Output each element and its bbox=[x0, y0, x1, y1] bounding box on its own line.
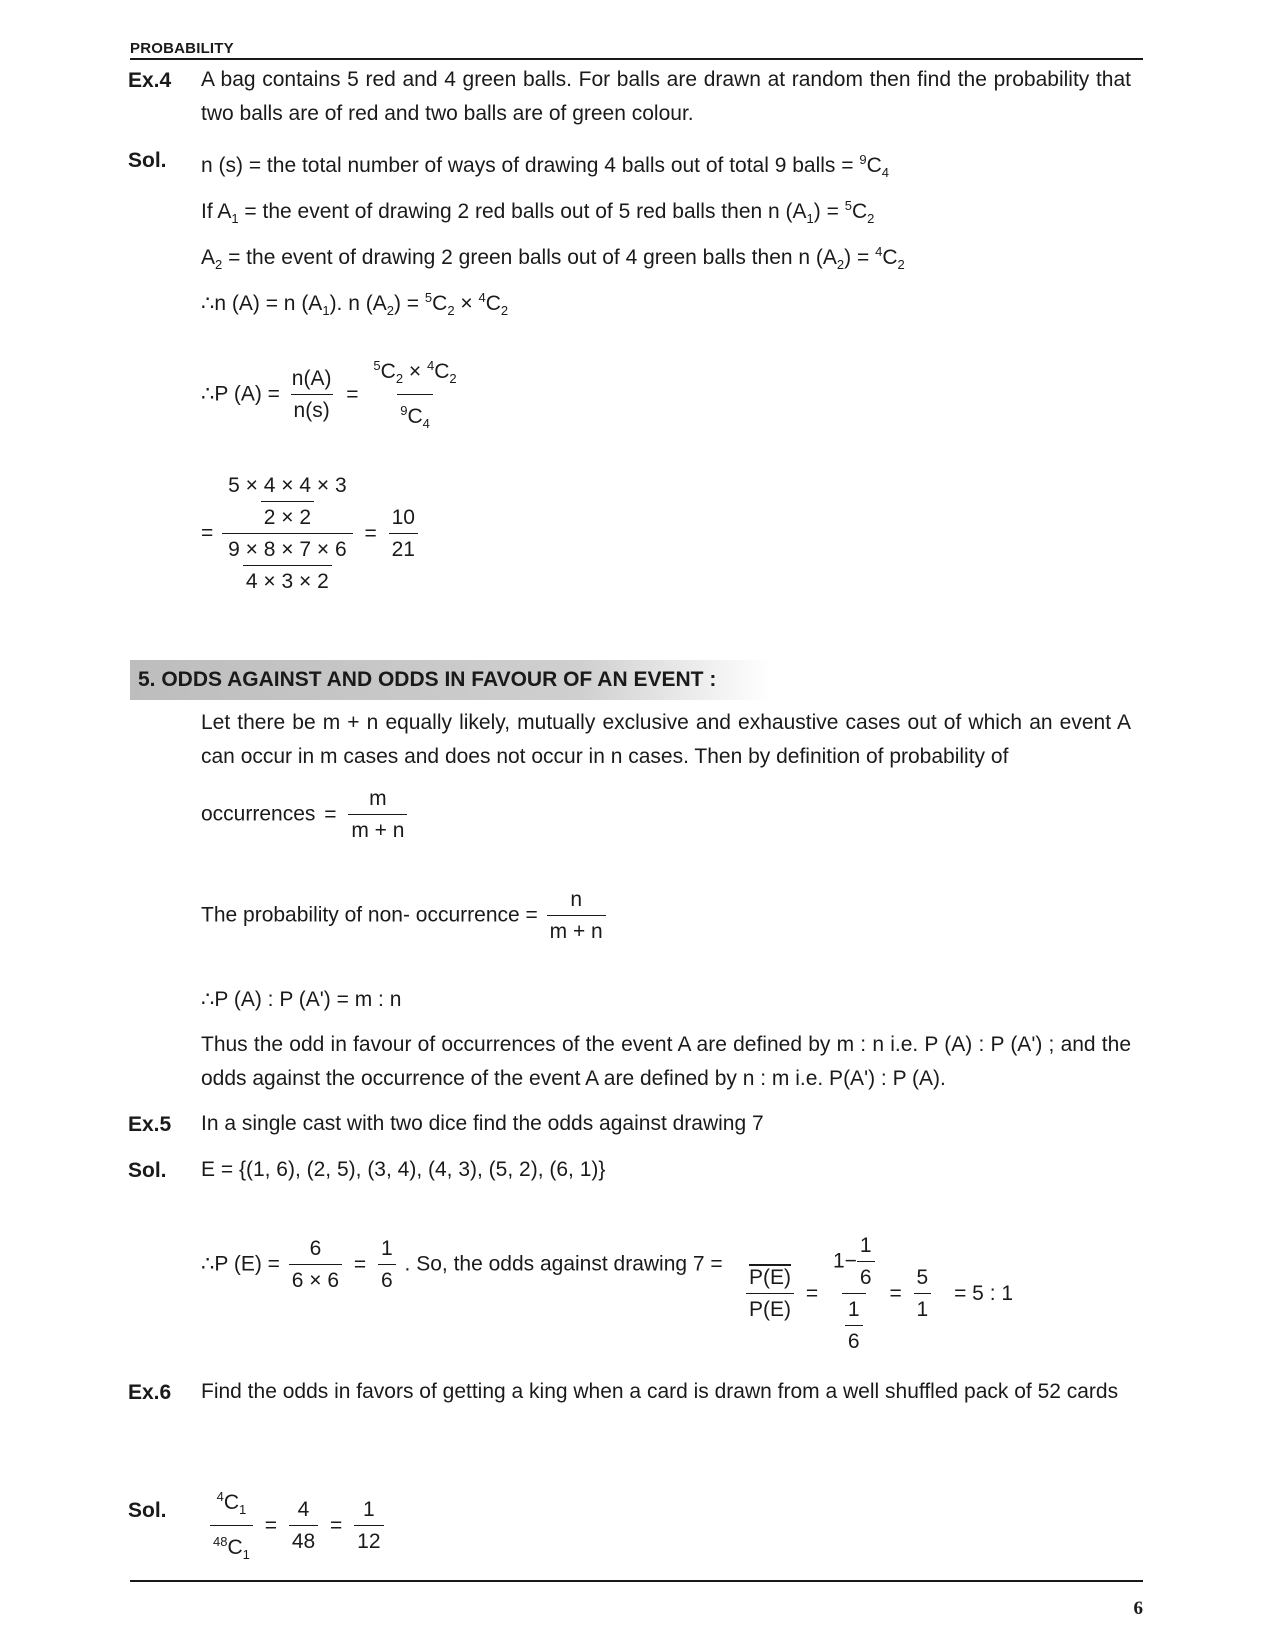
c-sup: 4 bbox=[875, 244, 883, 259]
c-sup: 48 bbox=[213, 1534, 228, 1550]
line4-a: ∴n (A) = n (A bbox=[201, 292, 323, 315]
frac-den: 6 bbox=[378, 1264, 396, 1295]
line3-b: = the event of drawing 2 green balls out of 4 green balls then n (A bbox=[222, 246, 837, 269]
frac-den: 6 × 6 bbox=[289, 1264, 342, 1295]
frac-num bbox=[370, 352, 459, 394]
frac-num: 6 bbox=[309, 1237, 322, 1260]
compound-den bbox=[842, 1293, 866, 1356]
line4-c: ) = bbox=[393, 292, 425, 315]
line3-sub-b: 2 bbox=[836, 257, 845, 273]
pe-expression: ∴P (E) = $\frac{6}{6 \times 6}$ = $\frac{1}{6}$ . So, the odds against drawing 7 = bbox=[201, 1235, 723, 1295]
line4-sub1: 1 bbox=[322, 303, 330, 319]
c-sup: 9 bbox=[400, 403, 408, 419]
one-minus: 1− bbox=[832, 1249, 857, 1273]
inner-fraction bbox=[225, 472, 350, 532]
c-sub: 2 bbox=[447, 303, 455, 319]
ex4-line4: ∴n (A) = n $(A_1)$. n $(A_2) = ^5C_2 \times ^4C_2$ bbox=[201, 290, 509, 319]
frac-num: 1 bbox=[362, 1498, 375, 1522]
c-sup: 4 bbox=[427, 358, 435, 373]
odds-text: . So, the odds against drawing 7 = bbox=[404, 1252, 723, 1276]
frac-den: 12 bbox=[354, 1525, 383, 1556]
frac-num: 5 bbox=[916, 1266, 929, 1289]
nonoccurrence-expression bbox=[201, 886, 609, 946]
c-base: C bbox=[485, 292, 501, 315]
frac-den: 2 × 2 bbox=[261, 501, 314, 532]
ex6-sol-label: Sol. bbox=[128, 1499, 167, 1522]
line2-sub: 1 bbox=[231, 211, 239, 227]
final-fraction bbox=[914, 1264, 932, 1324]
final-ratio: = 5 : 1 bbox=[954, 1281, 1014, 1305]
line2-sub-b: 1 bbox=[806, 211, 814, 227]
page-number: 6 bbox=[1133, 1598, 1143, 1619]
result-fraction bbox=[389, 504, 418, 564]
inner-fraction bbox=[225, 536, 350, 596]
ex4-line2 bbox=[201, 189, 874, 236]
c-base: C bbox=[223, 1491, 240, 1514]
frac-den bbox=[397, 394, 433, 438]
frac-den: 6 bbox=[857, 1261, 875, 1292]
ex4-line1 bbox=[201, 143, 889, 190]
frac-den: m + n bbox=[547, 915, 606, 946]
combination-fraction bbox=[210, 1483, 253, 1569]
line4-b: ). n (A bbox=[329, 292, 387, 315]
frac-den: m + n bbox=[348, 814, 407, 845]
pa-prefix: ∴P (A) = bbox=[201, 382, 280, 406]
c-sup: 5 bbox=[424, 290, 433, 305]
c-base: C bbox=[407, 405, 423, 429]
times: × bbox=[408, 360, 427, 383]
p-ebar: P(E) bbox=[749, 1266, 791, 1289]
line2-a: If A bbox=[201, 200, 232, 223]
big-compound-fraction bbox=[830, 1232, 878, 1356]
fraction-combinations bbox=[370, 352, 459, 438]
pa-expression: ∴P (A) = $\frac{n(A)}{n(s)}$ = $\frac{^5C_2 \times ^4C_2}{^9C_4}$ bbox=[201, 352, 463, 438]
c-sub: 2 bbox=[395, 371, 404, 387]
frac-num: 10 bbox=[391, 506, 415, 529]
ex6-question: Find the odds in favors of getting a king when a card is drawn from a well shuffled pack of 52 cards bbox=[201, 1380, 1119, 1403]
footer-rule bbox=[130, 1580, 1143, 1582]
c-sub: 2 bbox=[867, 211, 875, 227]
calc-expression: = $\frac{\frac{5 \times 4 \times 4 \times 3}{2 \times 2}}{\frac{9 \times 8 \times 7 \times 6}{4 \times 3 \times 2}}$ = $\frac{10}{21}$ bbox=[201, 472, 421, 596]
nonocc-label: The probability of non- occurrence = bbox=[201, 903, 538, 927]
pe-result-fraction bbox=[378, 1235, 396, 1295]
c-base: C bbox=[227, 1536, 243, 1560]
occ-fraction bbox=[348, 785, 407, 845]
c-base: C bbox=[851, 200, 868, 223]
c-sub: 2 bbox=[500, 303, 509, 319]
ex5-sol-label: Sol. bbox=[128, 1159, 167, 1182]
frac-num bbox=[746, 1264, 794, 1293]
ex5-question: In a single cast with two dice find the odds against drawing 7 bbox=[201, 1112, 764, 1135]
c-sup: 4 bbox=[478, 290, 486, 305]
frac-den bbox=[210, 1525, 253, 1569]
ex4-line3 bbox=[201, 235, 905, 282]
inner-fraction bbox=[845, 1296, 863, 1356]
line3-sub: 2 bbox=[215, 257, 223, 273]
occ-label: occurrences bbox=[201, 802, 316, 826]
equals: = bbox=[201, 521, 214, 545]
c-sub: 1 bbox=[239, 1502, 247, 1518]
odds-calc-expression: $\frac{P(E)}{P(E)}$ = 1− $\frac{1}{6}$ $\frac{1}{6}$ = $\frac{5}{1}$ = 5 : 1 bbox=[743, 1232, 1013, 1356]
line4-sub2: 2 bbox=[386, 303, 394, 319]
frac-num: 1 bbox=[381, 1237, 393, 1260]
c-base: C bbox=[882, 246, 898, 269]
frac-num: 5 × 4 × 4 × 3 bbox=[228, 474, 347, 497]
line2-c: ) = bbox=[813, 200, 845, 223]
ex5-label: Ex.5 bbox=[128, 1113, 172, 1136]
c-base: C bbox=[866, 154, 882, 177]
section5-para1: Let there be m + n equally likely, mutually exclusive and exhaustive cases out of which an event A can occur in m cases and does not occur in n cases. Then by definition of probability of bbox=[201, 711, 1131, 768]
ex4-question: A bag contains 5 red and 4 green balls. For balls are drawn at random then find the probability that two balls are of red and two balls are of green colour. bbox=[201, 68, 1131, 125]
frac-num: n bbox=[570, 888, 583, 911]
header-rule bbox=[130, 58, 1143, 60]
frac-den: P(E) bbox=[746, 1293, 794, 1324]
section5-para2: Thus the odd in favour of occurrences of the event A are defined by m : n i.e. P (A) : P (A') ; and the odds against the occurrence of the event A are defined by n : m i.e. P(A') : P (A). bbox=[201, 1033, 1131, 1090]
c-sub: 1 bbox=[242, 1547, 250, 1563]
frac-den: n(s) bbox=[291, 394, 333, 425]
c-base: C bbox=[380, 360, 396, 383]
compound-num bbox=[830, 1232, 878, 1293]
c-base: C bbox=[432, 292, 448, 315]
c-sup: 5 bbox=[373, 358, 381, 373]
frac-num: 1 bbox=[859, 1234, 872, 1257]
ex6-label: Ex.6 bbox=[128, 1381, 172, 1404]
frac-num: n(A) bbox=[291, 367, 332, 391]
ex5-set: E = {(1, 6), (2, 5), (3, 4), (4, 3), (5, 2), (6, 1)} bbox=[201, 1158, 606, 1181]
occurrence-expression: occurrences = $\frac{m}{m + n}$ bbox=[201, 785, 410, 845]
fraction-nA-ns bbox=[289, 365, 335, 425]
c-sup: 4 bbox=[216, 1489, 224, 1504]
line2-b: = the event of drawing 2 red balls out of 5 red balls then n (A bbox=[238, 200, 807, 223]
c-sup: 9 bbox=[859, 152, 867, 167]
frac-num: m bbox=[369, 787, 387, 810]
fraction-4-48 bbox=[289, 1496, 318, 1556]
line3-c: ) = bbox=[844, 246, 876, 269]
running-header: PROBABILITY bbox=[130, 40, 234, 57]
frac-num: 1 bbox=[847, 1298, 860, 1321]
ex6-solution: $\frac{^4C_1}{^{48}C_1}$ = $\frac{4}{48}$ = $\frac{1}{12}$ bbox=[207, 1483, 387, 1569]
pebar-fraction bbox=[746, 1264, 794, 1324]
compound-den bbox=[222, 533, 353, 596]
section-title: 5. ODDS AGAINST AND ODDS IN FAVOUR OF AN EVENT : bbox=[138, 668, 717, 691]
c-sub: 2 bbox=[449, 371, 457, 387]
ex4-label: Ex.4 bbox=[128, 69, 172, 92]
ex4-sol-label: Sol. bbox=[128, 149, 167, 172]
c-sub: 4 bbox=[881, 165, 889, 181]
frac-den: 1 bbox=[914, 1293, 932, 1324]
frac-num bbox=[214, 1483, 250, 1525]
c-sub: 2 bbox=[897, 257, 905, 273]
c-sup: 5 bbox=[844, 198, 852, 213]
nonocc-fraction bbox=[547, 886, 606, 946]
frac-num: 9 × 8 × 7 × 6 bbox=[228, 538, 347, 561]
line1-text: n (s) = the total number of ways of drawing 4 balls out of total 9 balls = bbox=[201, 154, 860, 177]
frac-den: 21 bbox=[389, 533, 418, 564]
fraction-1-12 bbox=[354, 1496, 383, 1556]
frac-num: 4 bbox=[297, 1498, 310, 1522]
compound-num bbox=[222, 472, 353, 533]
pe-fraction bbox=[289, 1235, 342, 1295]
c-sub: 4 bbox=[422, 416, 430, 432]
compound-fraction bbox=[222, 472, 353, 596]
ratio-line: ∴P (A) : P (A') = m : n bbox=[201, 988, 402, 1011]
frac-den: 6 bbox=[845, 1325, 863, 1356]
frac-den: 4 × 3 × 2 bbox=[243, 565, 332, 596]
frac-den: 48 bbox=[289, 1525, 318, 1556]
inner-fraction bbox=[857, 1232, 875, 1292]
section-banner bbox=[130, 660, 770, 700]
pe-prefix: ∴P (E) = bbox=[201, 1252, 280, 1276]
c-base: C bbox=[434, 360, 450, 383]
line3-a: A bbox=[201, 246, 216, 269]
